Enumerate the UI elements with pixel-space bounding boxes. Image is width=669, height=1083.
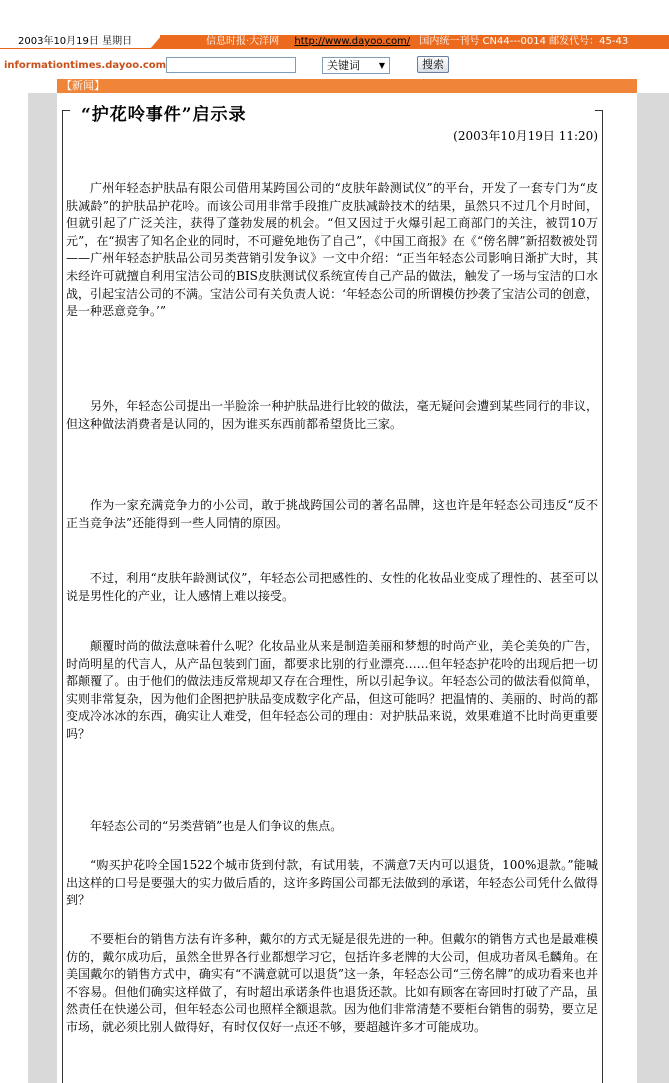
article-title: “护花呤事件”启示录	[78, 103, 250, 127]
article-timestamp: (2003年10月19日 11:20)	[453, 129, 598, 143]
search-input[interactable]	[166, 57, 296, 73]
chevron-down-icon: ▼	[378, 61, 385, 70]
license-label: 国内统一刊号 CN44---0014 邮发代号：45-43	[419, 36, 629, 47]
paragraph-8: 不要柜台的销售方法有许多种，戴尔的方式无疑是很先进的一种。但戴尔的销售方式也是最难模仿的，戴尔成功后，虽然全世界各行业都想学习它，包括许多老牌的大公司，但成功者凤毛麟角。在 美国戴尔的销售方式中，确实有“不满意就可以退货”这一条，年轻态公司“三傍名牌”的成功看来也并不容易。但他们确实这样做了，有时超出承诺条件也退货还款。比如有顾客在寄回时打破了产品，虽然责任在快递公司，但年轻态公司也照样全额退款。因为他们非常清楚不要柜台销售的弱势，要立足市场，就必须比别人做得好，有时仅仅好一点还不够，要超越许多才可能成功。	[66, 932, 598, 1034]
left-frame	[28, 93, 57, 1083]
section-bar	[57, 79, 637, 93]
box-corner-left	[62, 110, 70, 111]
section-label[interactable]: 【新闻】	[61, 79, 105, 92]
search-type-value: 关键词	[327, 59, 360, 72]
paragraph-4: 不过，利用“皮肤年龄测试仪”，年轻态公司把感性的、女性的化妆品业变成了理性的、甚至可以说是男性化的产业，让人感情上难以接受。	[66, 571, 598, 603]
paragraph-2: 另外，年轻态公司提出一半脸涂一种护肤品进行比较的做法，毫无疑问会遭到某些同行的非议，但这种做法消费者是认同的，因为谁买东西前都希望货比三家。	[66, 399, 598, 431]
site-name[interactable]: informationtimes.dayoo.com	[4, 60, 167, 71]
right-frame	[637, 93, 669, 1083]
top-bar	[0, 35, 669, 49]
paragraph-1: 广州年轻态护肤品有限公司借用某跨国公司的“皮肤年龄测试仪”的平台，开发了一套专门为“皮肤减龄”的护肤品护花呤。而该公司用非常手段推广皮肤减龄技术的结果，虽然只不过几个月时间，但就引起了广泛关注，获得了蓬勃发展的机会。“但又因过于火爆引起工商部门的关注，被罚10万元”，在“损害了知名企业的同时，不可避免地伤了自己”，《中国工商报》在《“傍名牌”新招数被处罚——广州年轻态护肤品公司另类营销引发争议》一文中介绍：“正当年轻态公司影响日渐扩大时，其未经许可就擅自利用宝洁公司的BIS皮肤测试仪系统宣传自己产品的做法，触发了一场与宝洁的口水战，引起宝洁公司的不满。宝洁公司有关负责人说：‘年轻态公司的所谓模仿抄袭了宝洁公司的创意，是一种恶意竞争。’”	[66, 181, 598, 319]
paragraph-3: 作为一家充满竞争力的小公司，敢于挑战跨国公司的著名品牌，这也许是年轻态公司违反“反不正当竞争法”还能得到一些人同情的原因。	[66, 498, 598, 530]
brand-label: 信息时报·大洋网	[206, 36, 280, 47]
masthead-info	[160, 35, 669, 49]
search-button[interactable]: 搜索	[417, 56, 449, 73]
search-type-select[interactable]	[322, 57, 390, 74]
paragraph-7: “购买护花呤全国1522个城市货到付款，有试用装，不满意7天内可以退货，100%退款。”能喊出这样的口号是要强大的实力做后盾的，这许多跨国公司都无法做到的承诺，年轻态公司凭什么做得到？	[66, 858, 598, 908]
box-corner-right	[595, 110, 603, 111]
paragraph-6: 年轻态公司的“另类营销”也是人们争议的焦点。	[90, 819, 343, 833]
site-url-link[interactable]: http://www.dayoo.com/	[294, 36, 411, 47]
paragraph-5: 颠覆时尚的做法意味着什么呢？化妆品业从来是制造美丽和梦想的时尚产业，美仑美奂的广告，时尚明星的代言人，从产品包装到门面，都要求比别的行业漂亮……但年轻态护花呤的出现后把一切都颠覆了。由于他们的做法违反常规却又存在合理性，所以引起争议。年轻态公司的做法看似简单，实则非常复杂，因为他们企图把护肤品变成数字化产品，但这可能吗？把温情的、美丽的、时尚的都变成冷冰冰的东西，确实让人难受，但年轻态公司的理由：对护肤品来说，效果难道不比时尚更重要吗？	[66, 639, 598, 741]
date-label: 2003年10月19日 星期日	[0, 35, 160, 49]
